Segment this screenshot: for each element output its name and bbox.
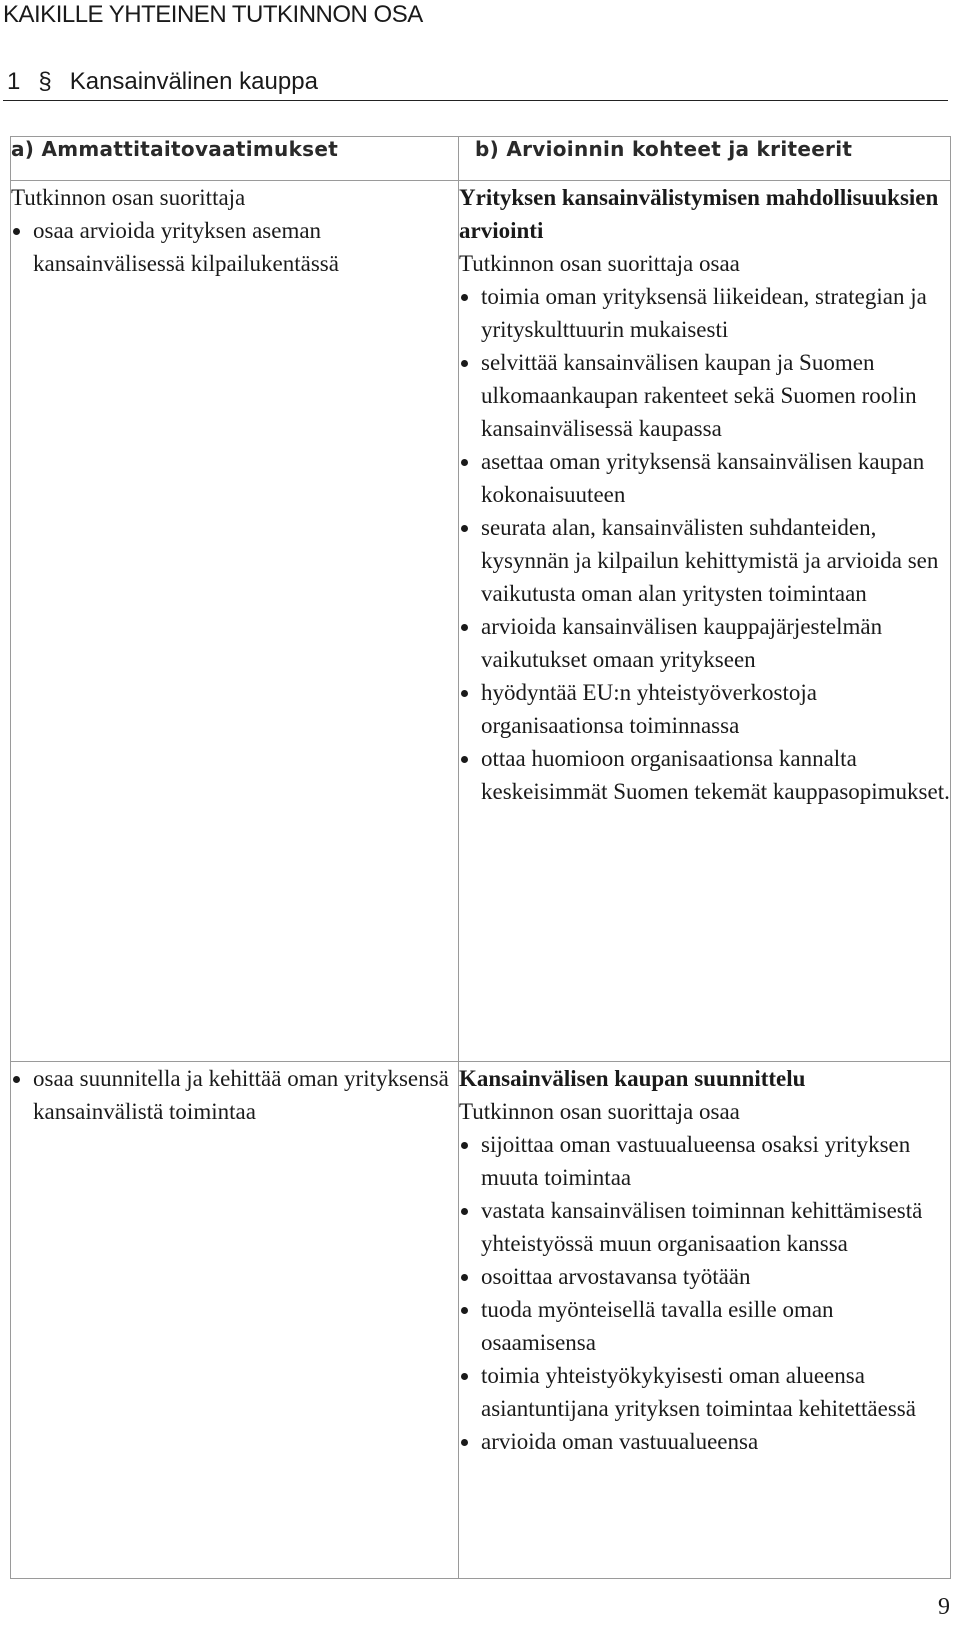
list-item: osoittaa arvostavansa työtään bbox=[459, 1260, 950, 1293]
requirements-cell bbox=[11, 181, 459, 1062]
assessment-cell bbox=[459, 1062, 951, 1579]
performer-label: Tutkinnon osan suorittaja osaa bbox=[459, 1099, 740, 1124]
criteria-list bbox=[459, 1128, 950, 1458]
column-heading-assessment: b) Arvioinnin kohteet ja kriteerit bbox=[459, 137, 951, 181]
list-item: arvioida kansainvälisen kauppajärjestelmän vaikutukset omaan yritykseen bbox=[459, 610, 950, 676]
list-item: osaa suunnitella ja kehittää oman yrityksensä kansainvälistä toimintaa bbox=[11, 1062, 458, 1128]
list-item: asettaa oman yrityksensä kansainvälisen kaupan kokonaisuuteen bbox=[459, 445, 950, 511]
assessment-target-title: Yrityksen kansainvälistymisen mahdollisuuksien arviointi bbox=[459, 185, 939, 243]
list-item: hyödyntää EU:n yhteistyöverkostoja organisaationsa toiminnassa bbox=[459, 676, 950, 742]
running-header: KAIKILLE YHTEINEN TUTKINNON OSA bbox=[3, 1, 423, 28]
table-row bbox=[11, 1062, 951, 1579]
table-row bbox=[11, 181, 951, 1062]
list-item: toimia oman yrityksensä liikeidean, strategian ja yrityskulttuurin mukaisesti bbox=[459, 280, 950, 346]
requirements-cell bbox=[11, 1062, 459, 1579]
section-symbol: § bbox=[38, 68, 52, 95]
performer-label: Tutkinnon osan suorittaja bbox=[11, 185, 246, 210]
column-heading-requirements: a) Ammattitaitovaatimukset bbox=[11, 137, 459, 181]
list-item: seurata alan, kansainvälisten suhdanteiden, kysynnän ja kilpailun kehittymistä ja arvioida sen vaikutusta oman alan yritysten toimintaan bbox=[459, 511, 950, 610]
section-number: 1 bbox=[7, 68, 21, 95]
list-item: selvittää kansainvälisen kaupan ja Suomen ulkomaankaupan rakenteet sekä Suomen roolin kansainvälisessä kaupassa bbox=[459, 346, 950, 445]
performer-label: Tutkinnon osan suorittaja osaa bbox=[459, 251, 740, 276]
assessment-cell bbox=[459, 181, 951, 1062]
requirements-list bbox=[11, 214, 458, 280]
page-number: 9 bbox=[938, 1594, 950, 1620]
section-heading bbox=[3, 64, 948, 101]
list-item: sijoittaa oman vastuualueensa osaksi yrityksen muuta toimintaa bbox=[459, 1128, 950, 1194]
list-item: vastata kansainvälisen toiminnan kehittämisestä yhteistyössä muun organisaation kanssa bbox=[459, 1194, 950, 1260]
list-item: arvioida oman vastuualueensa bbox=[459, 1425, 950, 1458]
criteria-list bbox=[459, 280, 950, 808]
list-item: toimia yhteistyökykyisesti oman alueensa asiantuntijana yrityksen toimintaa kehitettäessä bbox=[459, 1359, 950, 1425]
criteria-table bbox=[10, 136, 951, 1579]
section-title: Kansainvälinen kauppa bbox=[69, 68, 318, 95]
table-header-row bbox=[11, 137, 951, 181]
list-item: ottaa huomioon organisaationsa kannalta keskeisimmät Suomen tekemät kauppasopimukset. bbox=[459, 742, 950, 808]
assessment-target-title: Kansainvälisen kaupan suunnittelu bbox=[459, 1066, 806, 1091]
list-item: tuoda myönteisellä tavalla esille oman osaamisensa bbox=[459, 1293, 950, 1359]
list-item: osaa arvioida yrityksen aseman kansainvälisessä kilpailukentässä bbox=[11, 214, 458, 280]
requirements-list bbox=[11, 1062, 458, 1128]
